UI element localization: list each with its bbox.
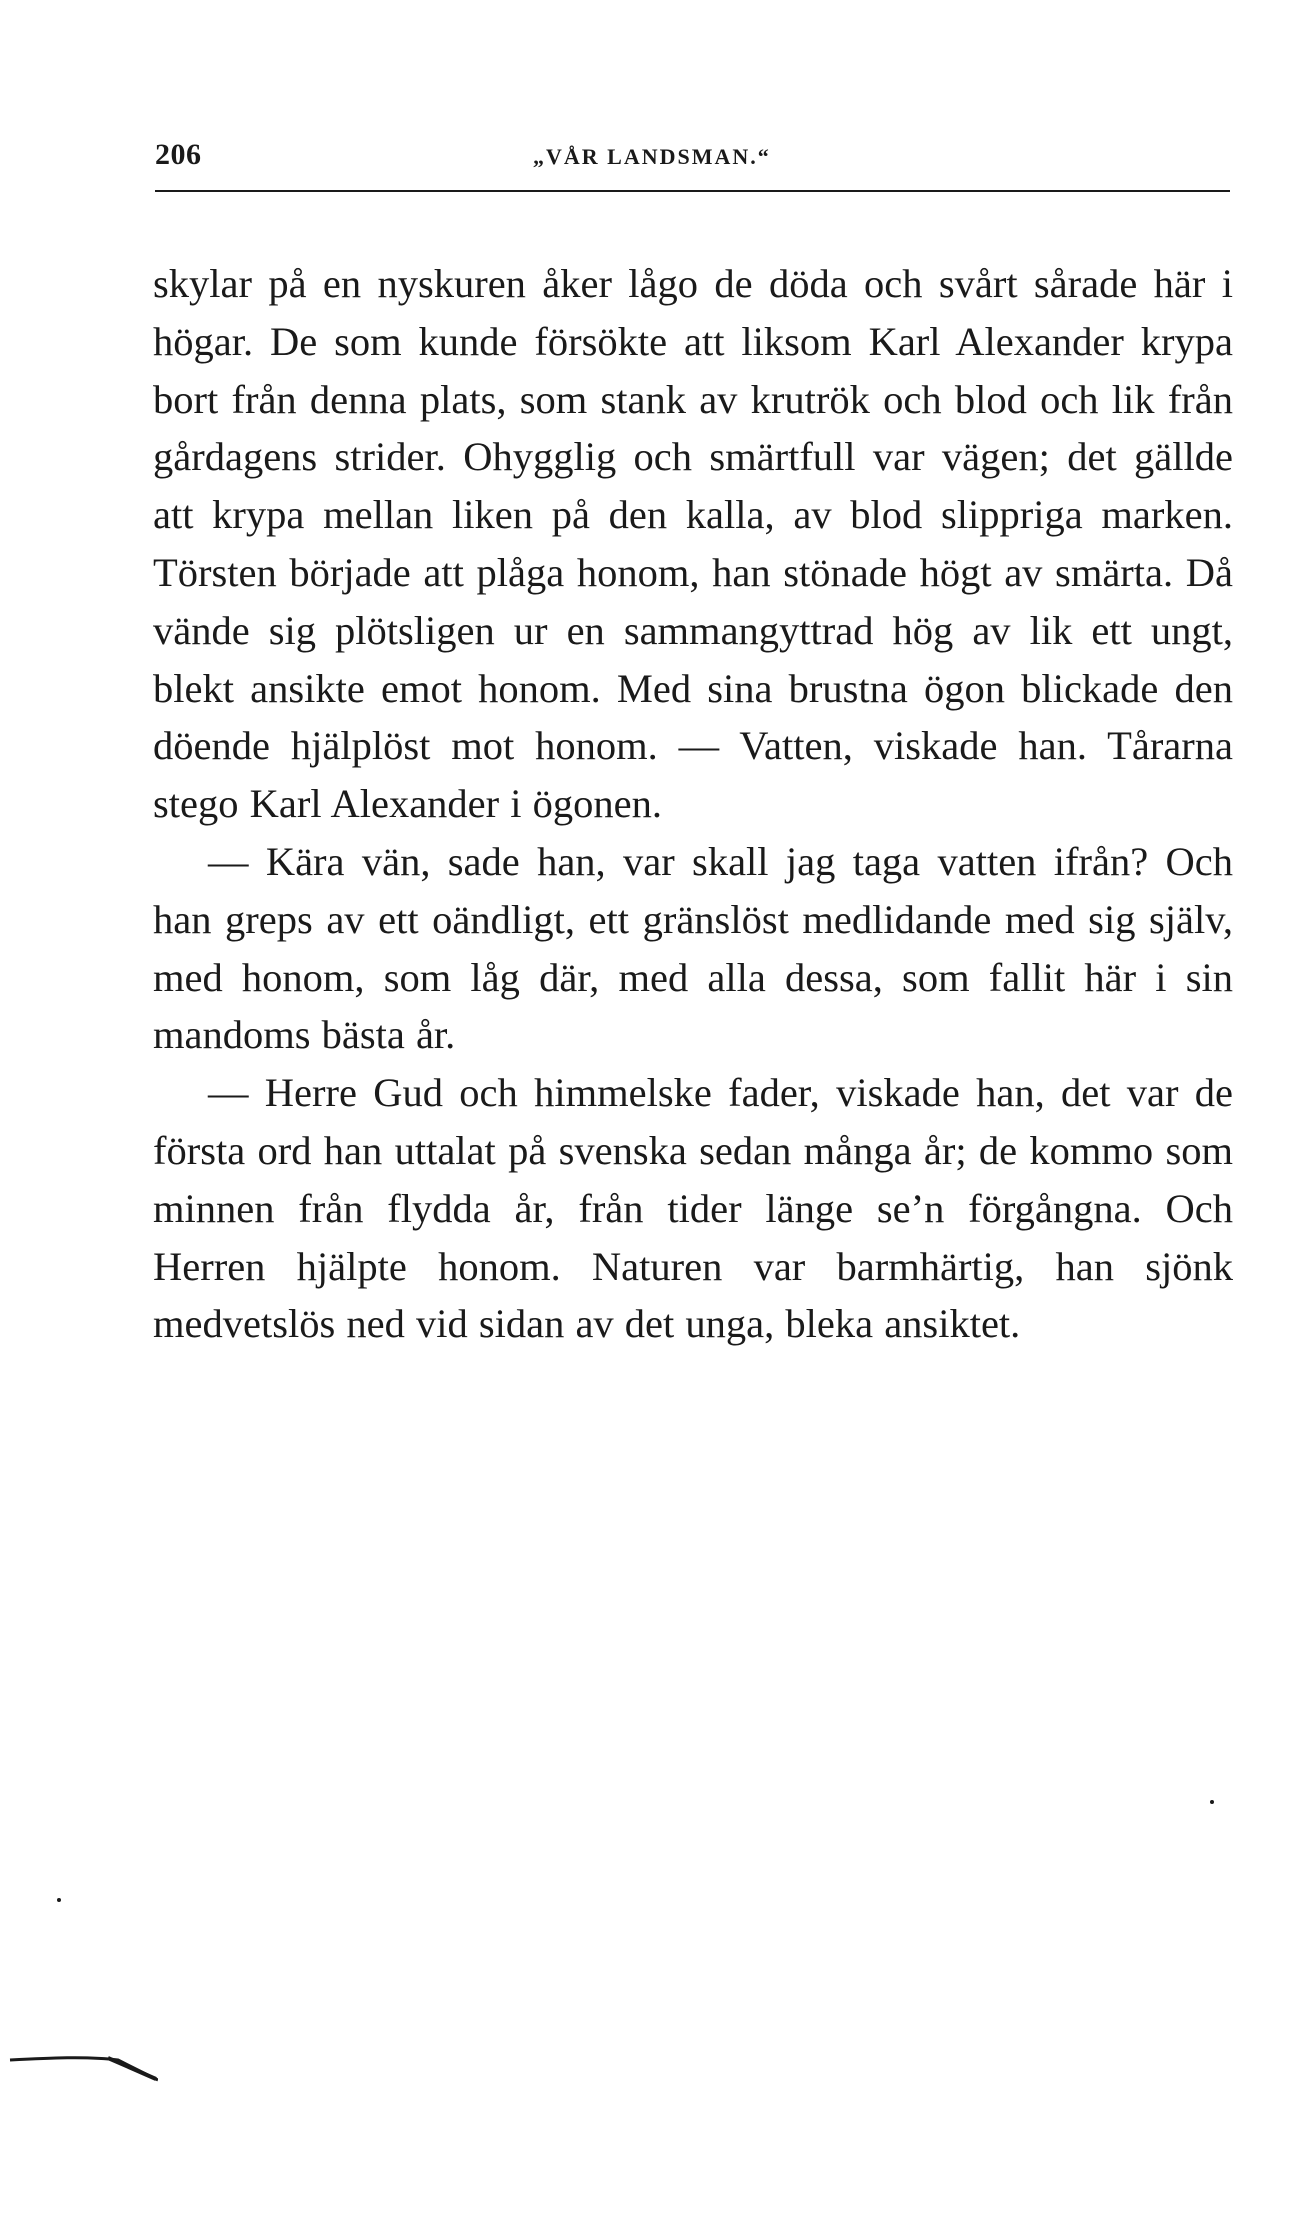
- header-rule: [155, 190, 1230, 192]
- running-header: [155, 138, 1230, 178]
- running-title: „VÅR LANDSMAN.“: [533, 144, 771, 169]
- paragraph: — Herre Gud och himmelske fader, viskade han, det var de första ord han uttalat på svenska sedan många år; de kommo som minnen från flydda år, från tider länge se’n förgångna. Och Herren hjälpte honom. Naturen var barmhärtig, han sjönk medvetslös ned vid sidan av det unga, bleka ansiktet.: [153, 1070, 1233, 1347]
- paragraph: skylar på en nyskuren åker lågo de döda och svårt sårade här i högar. De som kunde försökte att liksom Karl Alexander krypa bort från denna plats, som stank av krutrök och blod och lik från gårdagens strider. Ohygglig och smärtfull var vägen; det gällde att krypa mellan liken på den kalla, av blod slippriga marken. Törsten började att plåga honom, han stönade högt av smärta. Då vände sig plötsligen ur en sammangyttrad hög av lik ett ungt, blekt ansikte emot honom. Med sina brustna ögon blickade den döende hjälplöst mot honom. — Vatten, viskade han. Tårarna stego Karl Alexander i ögonen.: [153, 261, 1233, 827]
- ink-speck: [1210, 1800, 1214, 1804]
- ink-scratch-mark: [8, 2052, 158, 2082]
- body-text: [153, 255, 1233, 1353]
- page-number: 206: [155, 138, 202, 171]
- ink-speck: [57, 1898, 61, 1902]
- paragraph: — Kära vän, sade han, var skall jag taga vatten ifrån? Och han greps av ett oändligt, ett gränslöst medlidande med sig själv, med honom, som låg där, med alla dessa, som fallit här i sin mandoms bästa år.: [153, 838, 1233, 1058]
